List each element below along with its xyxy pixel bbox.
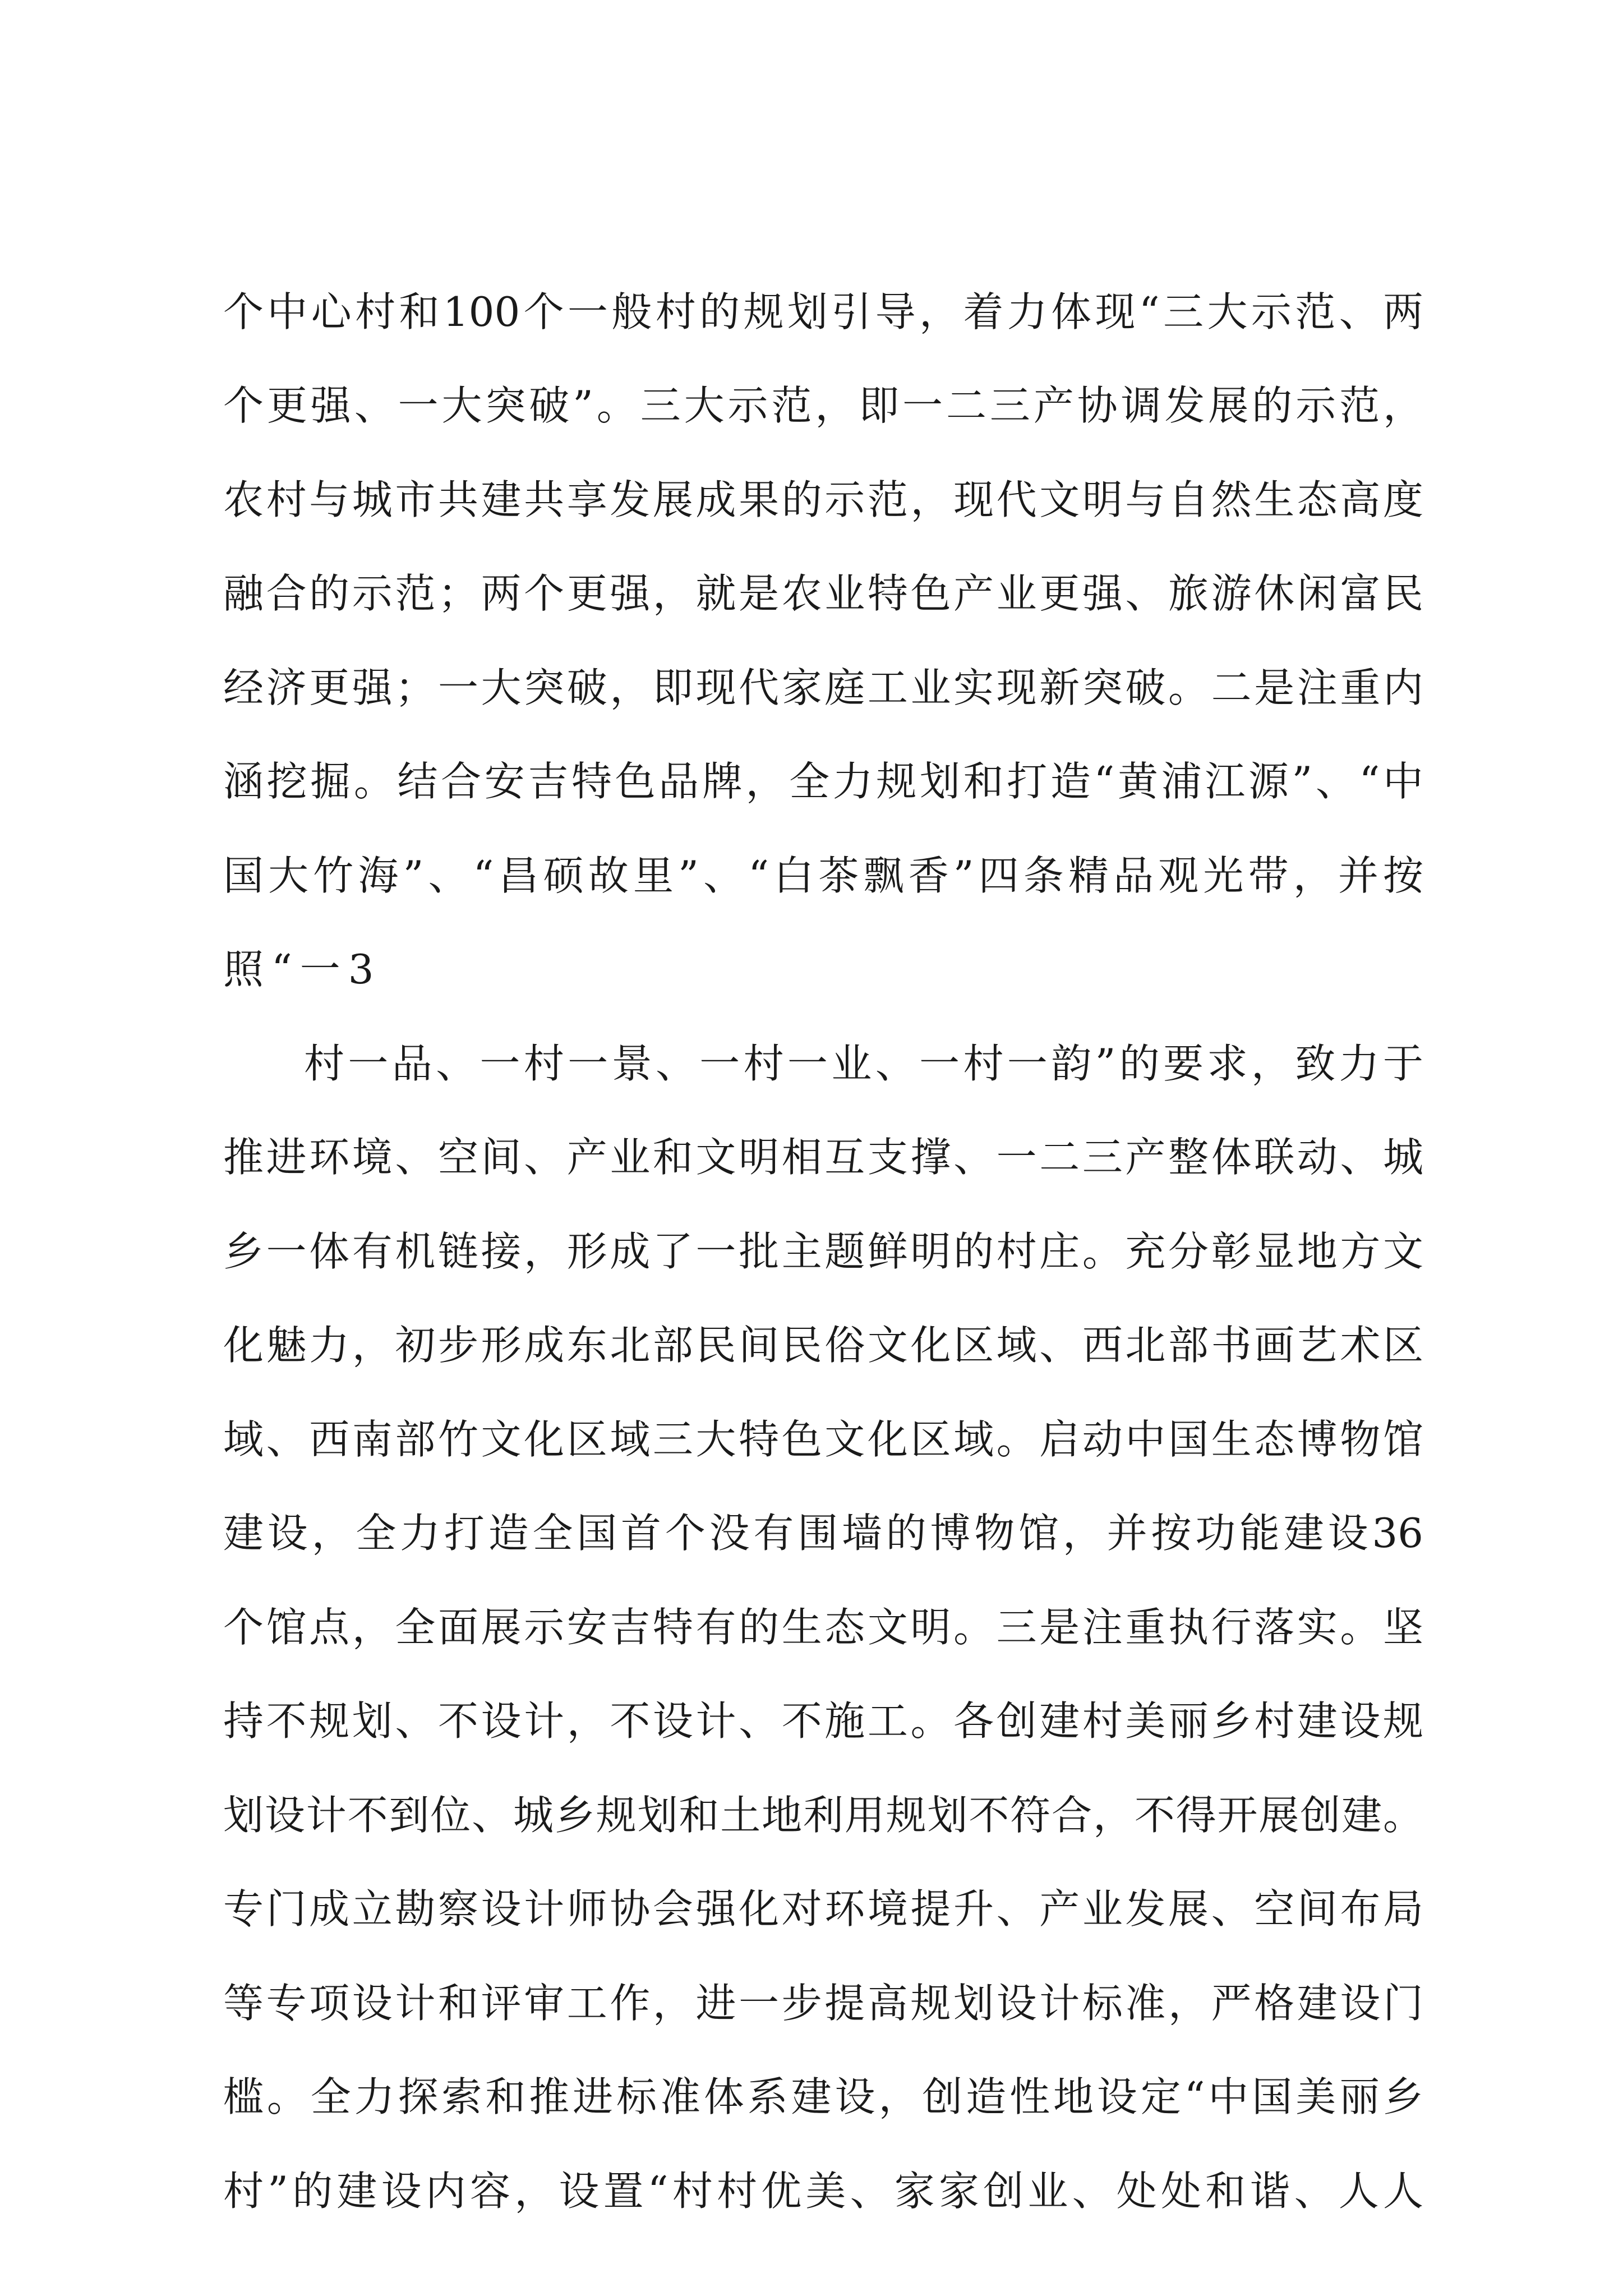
text-line: 持不规划、不设计，不设计、不施工。各创建村美丽乡村建设规: [223, 1697, 1423, 1745]
text-line: 推进环境、空间、产业和文明相互支撑、一二三产整体联动、城: [223, 1134, 1423, 1181]
paragraph-first-line: 村一品、一村一景、一村一业、一村一韵”的要求，致力于: [304, 1040, 1423, 1087]
text-line: 村”的建设内容，设置“村村优美、家家创业、处处和谐、人人: [223, 2168, 1423, 2215]
text-line: 个更强、一大突破”。三大示范，即一二三产协调发展的示范，: [223, 382, 1423, 429]
text-line: 乡一体有机链接，形成了一批主题鲜明的村庄。充分彰显地方文: [223, 1228, 1423, 1275]
text-line: 域、西南部竹文化区域三大特色文化区域。启动中国生态博物馆: [223, 1416, 1423, 1463]
text-line: 照“一3: [223, 946, 382, 993]
text-line: 个中心村和100个一般村的规划引导，着力体现“三大示范、两: [223, 288, 1423, 335]
text-line: 经济更强；一大突破，即现代家庭工业实现新突破。二是注重内: [223, 664, 1423, 711]
text-line: 划设计不到位、城乡规划和土地利用规划不符合，不得开展创建。: [223, 1792, 1423, 1839]
text-line: 融合的示范；两个更强，就是农业特色产业更强、旅游休闲富民: [223, 570, 1423, 617]
text-line: 涵挖掘。结合安吉特色品牌，全力规划和打造“黄浦江源”、“中: [223, 758, 1423, 805]
text-line: 槛。全力探索和推进标准体系建设，创造性地设定“中国美丽乡: [223, 2073, 1423, 2120]
text-line: 个馆点，全面展示安吉特有的生态文明。三是注重执行落实。坚: [223, 1604, 1423, 1651]
text-line: 国大竹海”、“昌硕故里”、“白茶飘香”四条精品观光带，并按: [223, 852, 1423, 899]
text-line: 农村与城市共建共享发展成果的示范，现代文明与自然生态高度: [223, 476, 1423, 523]
text-line: 专门成立勘察设计师协会强化对环境提升、产业发展、空间布局: [223, 1885, 1423, 1932]
text-line: 建设，全力打造全国首个没有围墙的博物馆，并按功能建设36: [223, 1510, 1423, 1557]
text-line: 等专项设计和评审工作，进一步提高规划设计标准，严格建设门: [223, 1980, 1423, 2027]
text-line: 化魅力，初步形成东北部民间民俗文化区域、西北部书画艺术区: [223, 1322, 1423, 1369]
